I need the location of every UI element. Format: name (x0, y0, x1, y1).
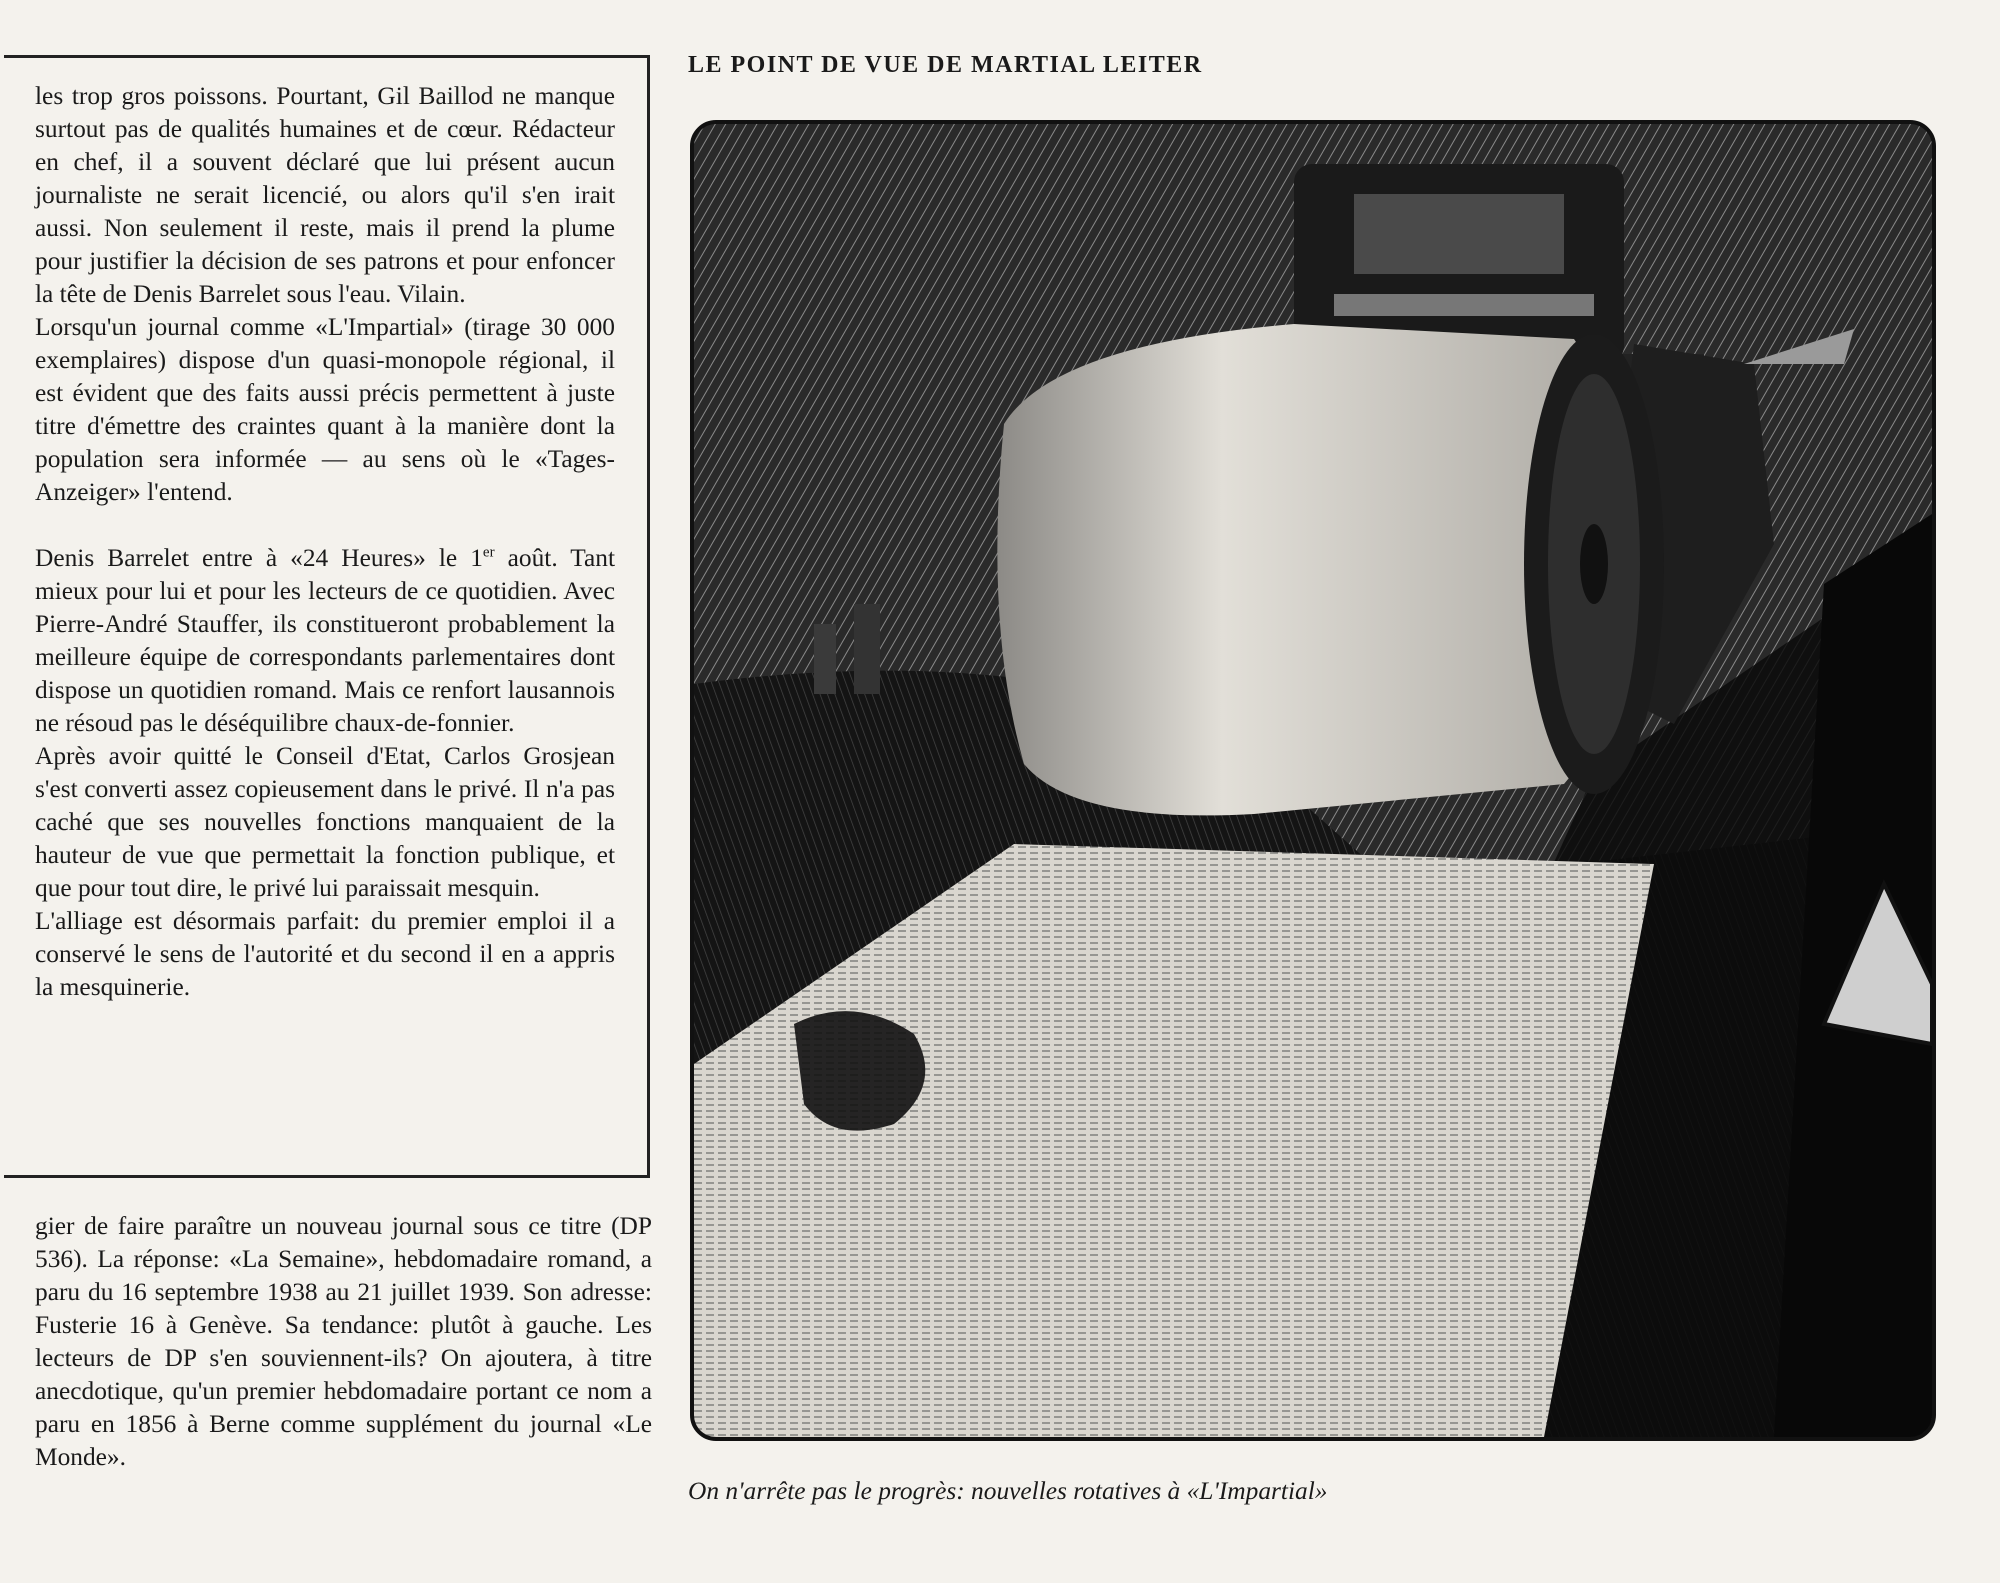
paragraph-impartial: Lorsqu'un journal comme «L'Impartial» (tirage 30 000 exemplaires) dispose d'un quasi-monopole régional, il est évident que des faits aussi précis permettent à juste titre d'émettre des craintes quant à la manière dont la population sera informée — au sens où le «Tages-Anzeiger» l'entend. (35, 313, 615, 506)
steamroller-drawing (694, 124, 1932, 1437)
lower-column-text (35, 1210, 652, 1474)
paragraph-baillod: les trop gros poissons. Pourtant, Gil Baillod ne manque surtout pas de qualités humaines et de cœur. Rédacteur en chef, il a souvent déclaré que lui présent aucun journaliste ne serait licencié, ou alors qu'il s'en irait aussi. Non seulement il reste, mais il prend la plume pour justifier la décision de ses patrons et pour enfoncer la tête de Denis Barrelet sous l'eau. Vilain. (35, 82, 615, 308)
superscript: er (482, 544, 495, 561)
paragraph-grosjean: Après avoir quitté le Conseil d'Etat, Carlos Grosjean s'est converti assez copieusement dans le privé. Il n'a pas caché que ses nouvelles fonctions manquaient de la hauteur de vue que permettait la fonction publique, et que pour tout dire, le privé lui paraissait mesquin. (35, 742, 615, 902)
paragraph-barrelet: Denis Barrelet entre à «24 Heures» le 1er août. Tant mieux pour lui et pour les lecteurs de ce quotidien. Avec Pierre-André Stauffer, ils constitueront probablement la meilleure équipe de correspondants parlementaires dont dispose un quotidien romand. Mais ce renfort lausannois ne résoud pas le déséquilibre chaux-de-fonnier. (35, 544, 615, 737)
cartoon-caption: On n'arrête pas le progrès: nouvelles rotatives à «L'Impartial» (688, 1477, 1328, 1505)
paragraph-alliage: L'alliage est désormais parfait: du premier emploi il a conservé le sens de l'autorité et du second il en a appris la mesquinerie. (35, 907, 615, 1001)
boxed-article-text (35, 80, 615, 1004)
cartoon-illustration (690, 120, 1936, 1441)
paragraph-la-semaine: gier de faire paraître un nouveau journal sous ce titre (DP 536). La réponse: «La Semaine», hebdomadaire romand, a paru du 16 septembre 1938 au 21 juillet 1939. Son adresse: Fusterie 16 à Genève. Sa tendance: plutôt à gauche. Les lecteurs de DP s'en souviennent-ils? On ajoutera, à titre anecdotique, qu'un premier hebdomadaire portant ce nom a paru en 1856 à Berne comme supplément du journal «Le Monde». (35, 1212, 652, 1471)
cartoon-heading: LE POINT DE VUE DE MARTIAL LEITER (688, 52, 1203, 78)
